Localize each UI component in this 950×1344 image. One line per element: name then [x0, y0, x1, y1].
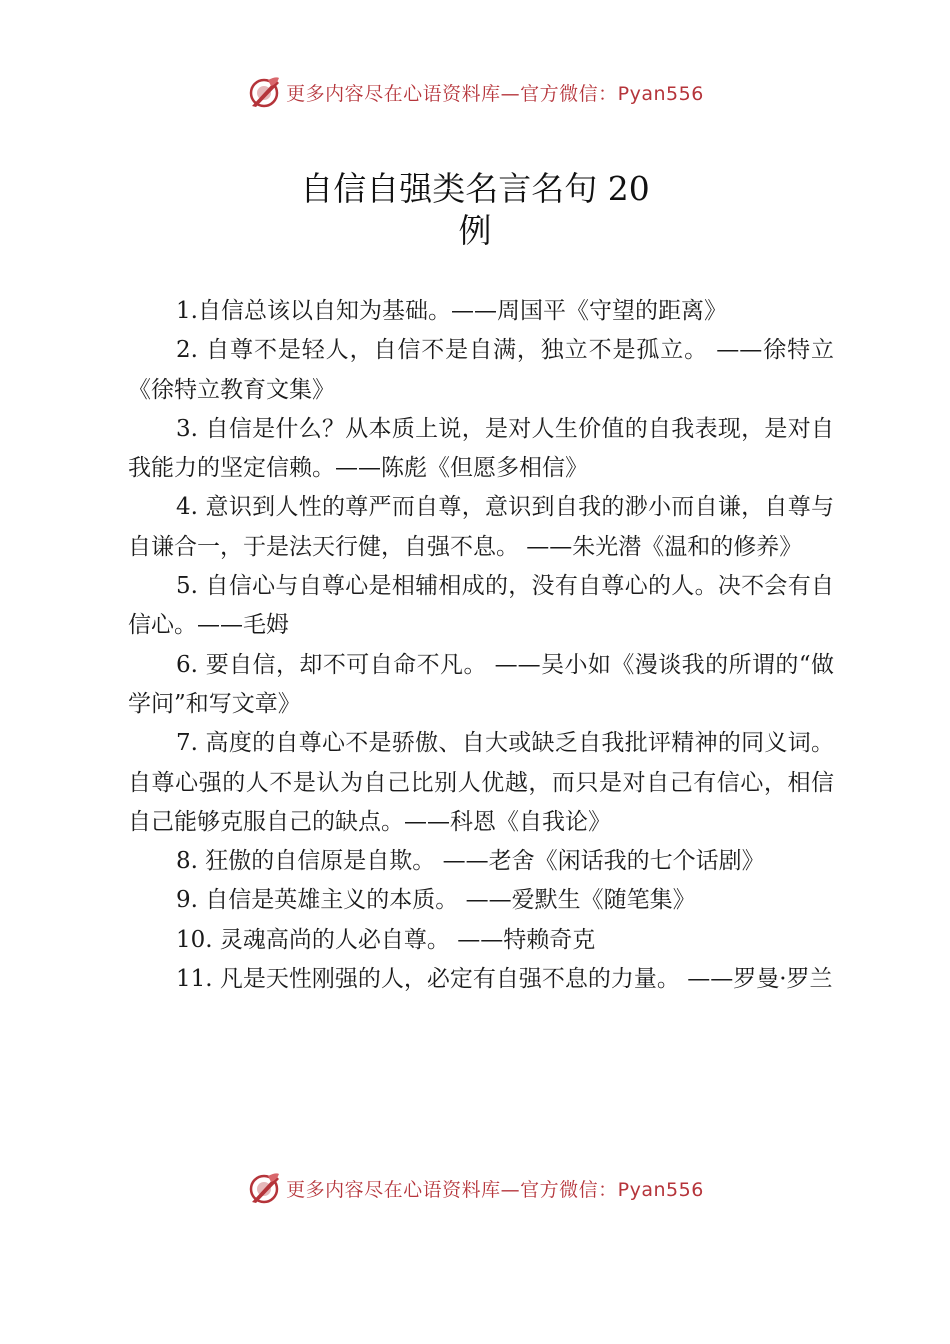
- quote-item: 5. 自信心与自尊心是相辅相成的，没有自尊心的人。决不会有自信心。——毛姆: [128, 573, 834, 639]
- footer-banner: [0, 1168, 950, 1208]
- page-title: [0, 168, 950, 252]
- header-banner: [0, 72, 950, 112]
- quotes-list: [128, 292, 834, 999]
- quote-item: 7. 高度的自尊心不是骄傲、自大或缺乏自我批评精神的同义词。自尊心强的人不是认为自己比别人优越，而只是对自己有信心，相信自己能够克服自己的缺点。——科恩《自我论》: [128, 730, 834, 835]
- quote-item: 6. 要自信，却不可自命不凡。 ——吴小如《漫谈我的所谓的“做学问”和写文章》: [128, 651, 835, 717]
- quote-item: 2. 自尊不是轻人，自信不是自满，独立不是孤立。 ——徐特立《徐特立教育文集》: [128, 337, 835, 403]
- quill-logo-icon: [246, 74, 282, 110]
- banner-text: 更多内容尽在心语资料库—官方微信：Pyan556: [286, 82, 704, 105]
- title-line-2: 例: [458, 211, 492, 250]
- quote-item: 3. 自信是什么？从本质上说，是对人生价值的自我表现，是对自我能力的坚定信赖。——陈彪《但愿多相信》: [128, 415, 834, 482]
- quote-item: 8. 狂傲的自信原是自欺。 ——老舍《闲话我的七个话剧》: [176, 848, 765, 875]
- quote-item: 11. 凡是天性刚强的人，必定有自强不息的力量。 ——罗曼·罗兰: [176, 966, 833, 993]
- title-line-1: 自信自强类名言名句 20: [300, 169, 650, 208]
- quote-item: 1.自信总该以自知为基础。——周国平《守望的距离》: [176, 298, 727, 324]
- quote-item: 9. 自信是英雄主义的本质。 ——爱默生《随笔集》: [176, 887, 696, 914]
- banner-text: 更多内容尽在心语资料库—官方微信：Pyan556: [286, 1178, 704, 1201]
- quote-item: 4. 意识到人性的尊严而自尊，意识到自我的渺小而自谦，自尊与自谦合一，于是法天行健，自强不息。 ——朱光潜《温和的修养》: [128, 494, 834, 560]
- quote-item: 10. 灵魂高尚的人必自尊。 ——特赖奇克: [176, 926, 596, 953]
- quill-logo-icon: [246, 1170, 282, 1206]
